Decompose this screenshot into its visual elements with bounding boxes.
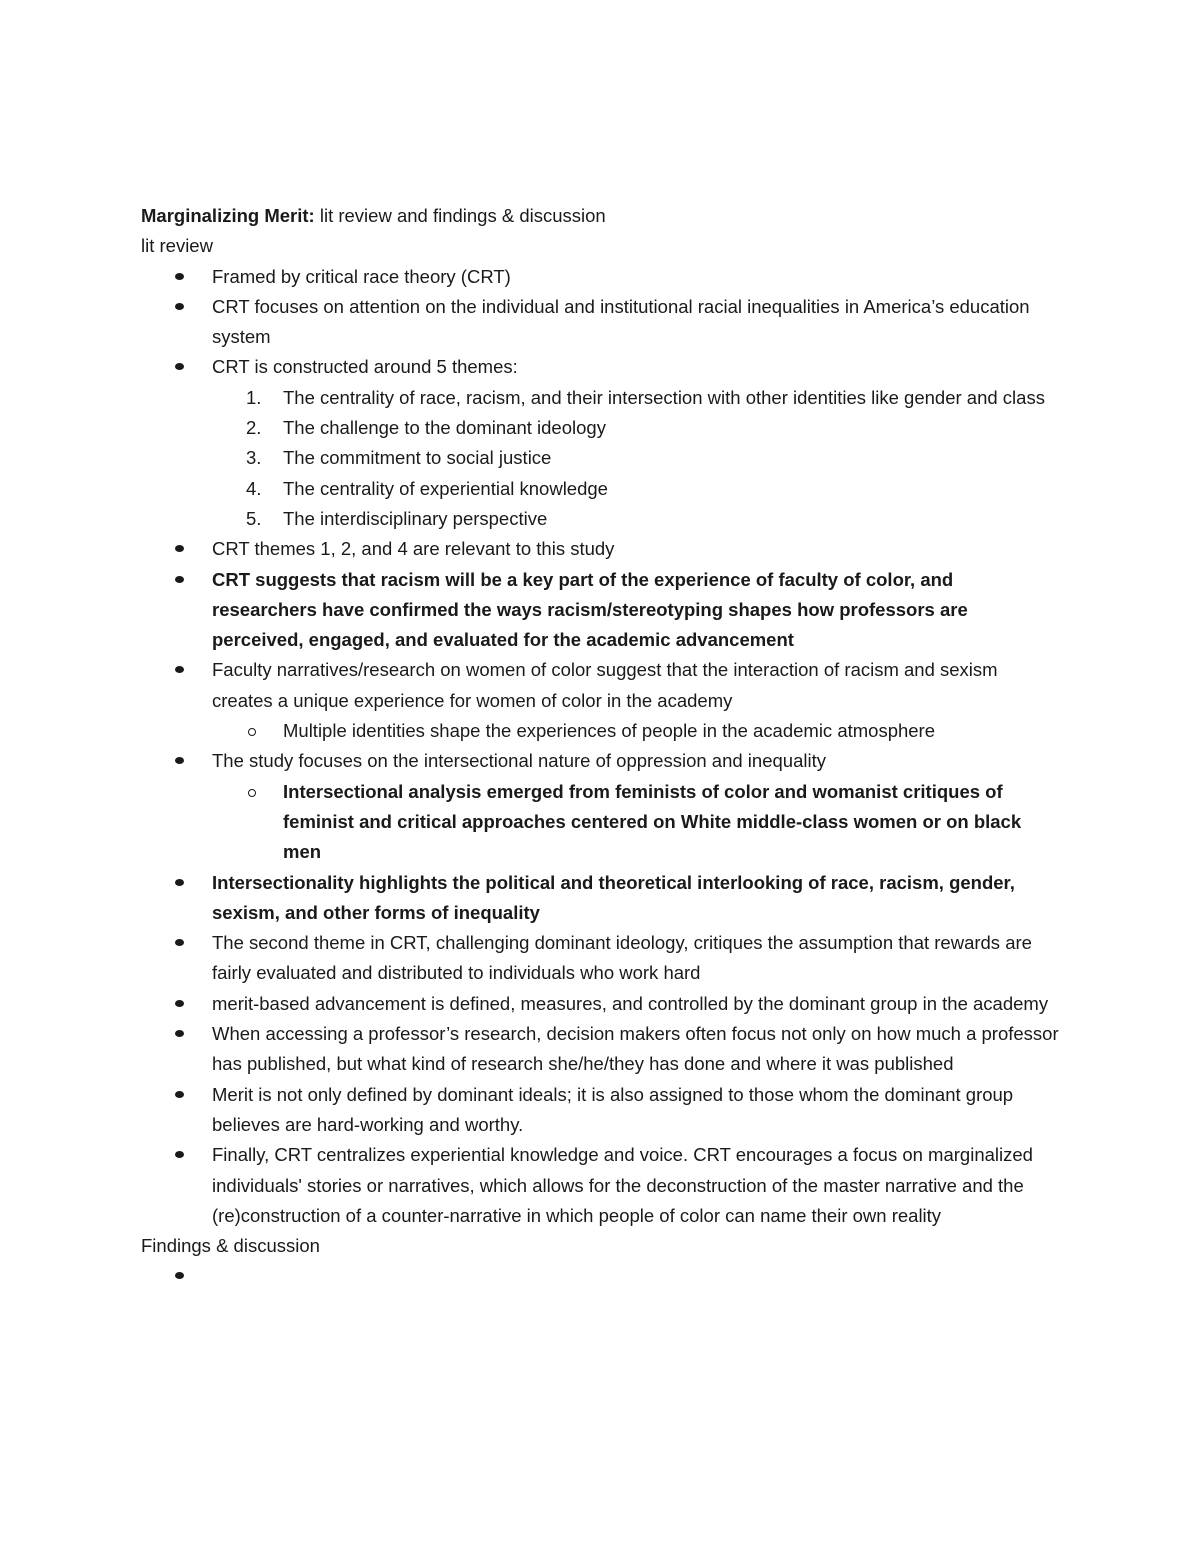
- list-item-text: Framed by critical race theory (CRT): [212, 265, 511, 287]
- lit-review-list: [141, 262, 1061, 383]
- bullet-icon: [175, 666, 184, 673]
- theme-number: 3.: [246, 447, 262, 469]
- list-item-text: When accessing a professor’s research, decision makers often focus not only on how much a professor has published, but what kind of research she/he/they has done and where it was published: [212, 1023, 1059, 1075]
- list-item-text: The second theme in CRT, challenging dominant ideology, critiques the assumption that rewards are fairly evaluated and distributed to individuals who work hard: [212, 932, 1032, 984]
- list-item-text: Finally, CRT centralizes experiential knowledge and voice. CRT encourages a focus on marginalized individuals' stories or narratives, which allows for the deconstruction of the master narrative and the (re)construction of a counter-narrative in which people of color can name their own reality: [212, 1144, 1033, 1226]
- bullet-icon: [175, 1030, 184, 1037]
- list-item: [141, 292, 1061, 353]
- theme-item: [141, 443, 1061, 473]
- bullet-icon: [175, 576, 184, 583]
- section-heading-findings: Findings & discussion: [141, 1235, 320, 1257]
- list-item-text: CRT is constructed around 5 themes:: [212, 356, 518, 378]
- list-item-text: Intersectionality highlights the political and theoretical interlooking of race, racism, gender, sexism, and other forms of inequality: [212, 871, 1015, 923]
- sub-list: [141, 716, 1061, 746]
- list-item-text: The study focuses on the intersectional nature of oppression and inequality: [212, 750, 826, 772]
- bullet-icon: [175, 545, 184, 552]
- theme-text: The interdisciplinary perspective: [283, 507, 548, 529]
- sub-list-item: [141, 716, 1061, 746]
- findings-list: [141, 1261, 1061, 1291]
- theme-item: [141, 504, 1061, 534]
- theme-text: The centrality of race, racism, and their intersection with other identities like gender and class: [283, 386, 1045, 408]
- list-item: [141, 1140, 1061, 1231]
- list-item-text: Faculty narratives/research on women of color suggest that the interaction of racism and sexism creates a unique experience for women of color in the academy: [212, 659, 998, 711]
- bullet-icon: [175, 1151, 184, 1158]
- list-item: [141, 262, 1061, 292]
- bullet-icon: [175, 757, 184, 764]
- bullet-icon: [175, 273, 184, 280]
- sub-list-item: [141, 777, 1061, 868]
- lit-review-list-continued: [141, 534, 1061, 1231]
- circle-bullet-icon: [248, 789, 256, 797]
- bullet-icon: [175, 303, 184, 310]
- circle-bullet-icon: [248, 728, 256, 736]
- theme-number: 1.: [246, 386, 262, 408]
- bullet-icon: [175, 879, 184, 886]
- sub-list: [141, 777, 1061, 868]
- list-item: [141, 928, 1061, 989]
- theme-number: 4.: [246, 477, 262, 499]
- theme-number: 2.: [246, 417, 262, 439]
- bullet-icon: [175, 939, 184, 946]
- bullet-icon: [175, 1272, 184, 1279]
- list-item-text: CRT focuses on attention on the individual and institutional racial inequalities in America’s education system: [212, 295, 1030, 348]
- section-heading-lit-review: lit review: [141, 235, 213, 257]
- sub-list-item-text: Intersectional analysis emerged from feminists of color and womanist critiques of feminist and critical approaches centered on White middle-class women or on black men: [283, 780, 1022, 863]
- title-rest-part: lit review and findings & discussion: [314, 205, 606, 226]
- list-item-text: merit-based advancement is defined, measures, and controlled by the dominant group in the academy: [212, 992, 1049, 1014]
- list-item-text: CRT suggests that racism will be a key part of the experience of faculty of color, and researchers have confirmed the ways racism/stereotyping shapes how professors are perceived, engaged, and evaluated for the academic advancement: [212, 568, 968, 651]
- theme-item: [141, 383, 1061, 413]
- list-item-text: Merit is not only defined by dominant ideals; it is also assigned to those whom the dominant group believes are hard-working and worthy.: [212, 1083, 1014, 1135]
- list-item: [141, 655, 1061, 746]
- theme-item: [141, 413, 1061, 443]
- themes-list: [141, 383, 1061, 534]
- list-item: [141, 565, 1061, 656]
- list-item: [141, 534, 1061, 564]
- bullet-icon: [175, 1000, 184, 1007]
- document-content: [141, 201, 1061, 1291]
- theme-item: [141, 474, 1061, 504]
- list-item: [141, 868, 1061, 929]
- list-item: [141, 1261, 1061, 1291]
- bullet-icon: [175, 1091, 184, 1098]
- theme-number: 5.: [246, 507, 262, 529]
- list-item: [141, 746, 1061, 867]
- theme-text: The challenge to the dominant ideology: [283, 417, 606, 439]
- title-bold-part: Marginalizing Merit:: [141, 205, 315, 226]
- list-item: [141, 989, 1061, 1019]
- bullet-icon: [175, 363, 184, 370]
- document-title: [141, 201, 1061, 231]
- list-item: [141, 1080, 1061, 1141]
- theme-text: The commitment to social justice: [283, 447, 552, 469]
- list-item: [141, 1019, 1061, 1080]
- theme-text: The centrality of experiential knowledge: [283, 477, 608, 499]
- list-item-text: CRT themes 1, 2, and 4 are relevant to this study: [212, 538, 615, 560]
- list-item: [141, 352, 1061, 382]
- sub-list-item-text: Multiple identities shape the experiences of people in the academic atmosphere: [283, 720, 936, 742]
